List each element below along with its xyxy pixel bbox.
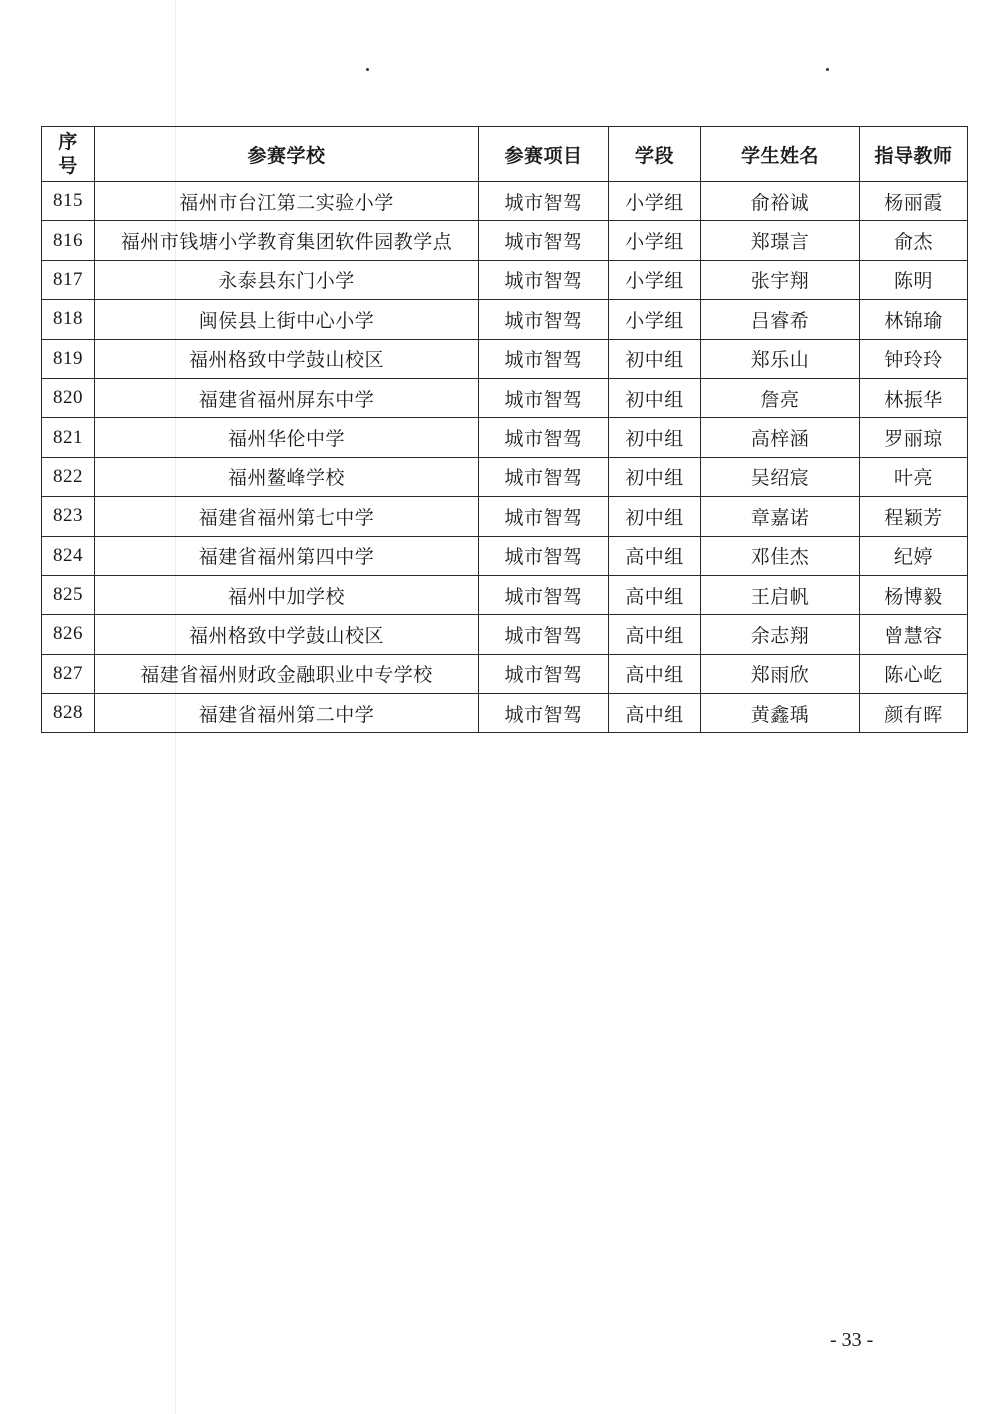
cell-stage: 高中组 <box>609 536 701 575</box>
cell-stage: 高中组 <box>609 654 701 693</box>
table-row <box>42 339 968 378</box>
cell-school: 永泰县东门小学 <box>95 260 479 299</box>
header-project: 参赛项目 <box>479 127 609 182</box>
cell-stage: 高中组 <box>609 694 701 733</box>
cell-seq: 826 <box>42 615 95 654</box>
cell-seq: 827 <box>42 654 95 693</box>
cell-student: 詹亮 <box>701 378 860 417</box>
cell-project: 城市智驾 <box>479 615 609 654</box>
cell-school: 福州市台江第二实验小学 <box>95 182 479 221</box>
table-row <box>42 654 968 693</box>
cell-stage: 高中组 <box>609 575 701 614</box>
cell-student: 张宇翔 <box>701 260 860 299</box>
cell-teacher: 杨博毅 <box>860 575 968 614</box>
cell-seq: 825 <box>42 575 95 614</box>
cell-student: 余志翔 <box>701 615 860 654</box>
cell-project: 城市智驾 <box>479 182 609 221</box>
table-row <box>42 182 968 221</box>
cell-student: 吕睿希 <box>701 300 860 339</box>
table-row <box>42 418 968 457</box>
cell-seq: 816 <box>42 221 95 260</box>
cell-project: 城市智驾 <box>479 654 609 693</box>
table-row <box>42 378 968 417</box>
cell-school: 福州中加学校 <box>95 575 479 614</box>
cell-teacher: 陈明 <box>860 260 968 299</box>
cell-school: 福州格致中学鼓山校区 <box>95 339 479 378</box>
cell-teacher: 曾慧容 <box>860 615 968 654</box>
cell-seq: 828 <box>42 694 95 733</box>
cell-student: 郑璟言 <box>701 221 860 260</box>
cell-project: 城市智驾 <box>479 418 609 457</box>
cell-teacher: 颜有晖 <box>860 694 968 733</box>
cell-seq: 817 <box>42 260 95 299</box>
table-header-row <box>42 127 968 182</box>
cell-teacher: 俞杰 <box>860 221 968 260</box>
table-row <box>42 536 968 575</box>
header-seq-line2: 号 <box>58 155 78 177</box>
cell-student: 章嘉诺 <box>701 497 860 536</box>
cell-project: 城市智驾 <box>479 497 609 536</box>
cell-stage: 初中组 <box>609 497 701 536</box>
header-student: 学生姓名 <box>701 127 860 182</box>
cell-school: 闽侯县上街中心小学 <box>95 300 479 339</box>
cell-student: 邓佳杰 <box>701 536 860 575</box>
cell-school: 福州鳌峰学校 <box>95 457 479 496</box>
cell-student: 俞裕诚 <box>701 182 860 221</box>
header-teacher: 指导教师 <box>860 127 968 182</box>
cell-teacher: 钟玲玲 <box>860 339 968 378</box>
cell-stage: 小学组 <box>609 260 701 299</box>
table-row <box>42 615 968 654</box>
cell-student: 黄鑫瑀 <box>701 694 860 733</box>
cell-student: 王启帆 <box>701 575 860 614</box>
table-row <box>42 300 968 339</box>
cell-school: 福建省福州第二中学 <box>95 694 479 733</box>
header-school: 参赛学校 <box>95 127 479 182</box>
cell-teacher: 林锦瑜 <box>860 300 968 339</box>
cell-project: 城市智驾 <box>479 221 609 260</box>
table-row <box>42 575 968 614</box>
cell-stage: 高中组 <box>609 615 701 654</box>
page-number: - 33 - <box>830 1329 874 1351</box>
cell-teacher: 程颖芳 <box>860 497 968 536</box>
cell-stage: 初中组 <box>609 418 701 457</box>
cell-project: 城市智驾 <box>479 694 609 733</box>
cell-school: 福州市钱塘小学教育集团软件园教学点 <box>95 221 479 260</box>
cell-project: 城市智驾 <box>479 378 609 417</box>
cell-seq: 824 <box>42 536 95 575</box>
cell-teacher: 罗丽琼 <box>860 418 968 457</box>
scan-dot <box>366 68 369 71</box>
cell-teacher: 陈心屹 <box>860 654 968 693</box>
cell-seq: 815 <box>42 182 95 221</box>
cell-stage: 初中组 <box>609 339 701 378</box>
cell-stage: 小学组 <box>609 300 701 339</box>
table-row <box>42 497 968 536</box>
table-row <box>42 457 968 496</box>
cell-teacher: 林振华 <box>860 378 968 417</box>
table-row <box>42 694 968 733</box>
table-row <box>42 221 968 260</box>
cell-project: 城市智驾 <box>479 575 609 614</box>
cell-seq: 821 <box>42 418 95 457</box>
cell-seq: 818 <box>42 300 95 339</box>
cell-seq: 819 <box>42 339 95 378</box>
scan-dot <box>826 68 829 71</box>
cell-school: 福建省福州财政金融职业中专学校 <box>95 654 479 693</box>
cell-school: 福建省福州第七中学 <box>95 497 479 536</box>
cell-seq: 822 <box>42 457 95 496</box>
table-row <box>42 260 968 299</box>
cell-project: 城市智驾 <box>479 300 609 339</box>
cell-student: 吴绍宸 <box>701 457 860 496</box>
cell-stage: 初中组 <box>609 457 701 496</box>
competition-roster-table <box>41 126 968 733</box>
cell-teacher: 纪婷 <box>860 536 968 575</box>
cell-seq: 820 <box>42 378 95 417</box>
header-seq <box>42 127 95 182</box>
cell-teacher: 杨丽霞 <box>860 182 968 221</box>
cell-student: 郑乐山 <box>701 339 860 378</box>
header-stage: 学段 <box>609 127 701 182</box>
cell-school: 福州华伦中学 <box>95 418 479 457</box>
cell-school: 福建省福州屏东中学 <box>95 378 479 417</box>
cell-student: 高梓涵 <box>701 418 860 457</box>
cell-student: 郑雨欣 <box>701 654 860 693</box>
cell-seq: 823 <box>42 497 95 536</box>
cell-stage: 小学组 <box>609 221 701 260</box>
cell-project: 城市智驾 <box>479 339 609 378</box>
cell-project: 城市智驾 <box>479 457 609 496</box>
cell-project: 城市智驾 <box>479 260 609 299</box>
cell-project: 城市智驾 <box>479 536 609 575</box>
cell-stage: 小学组 <box>609 182 701 221</box>
cell-school: 福建省福州第四中学 <box>95 536 479 575</box>
cell-school: 福州格致中学鼓山校区 <box>95 615 479 654</box>
header-seq-line1: 序 <box>58 131 78 153</box>
cell-teacher: 叶亮 <box>860 457 968 496</box>
cell-stage: 初中组 <box>609 378 701 417</box>
